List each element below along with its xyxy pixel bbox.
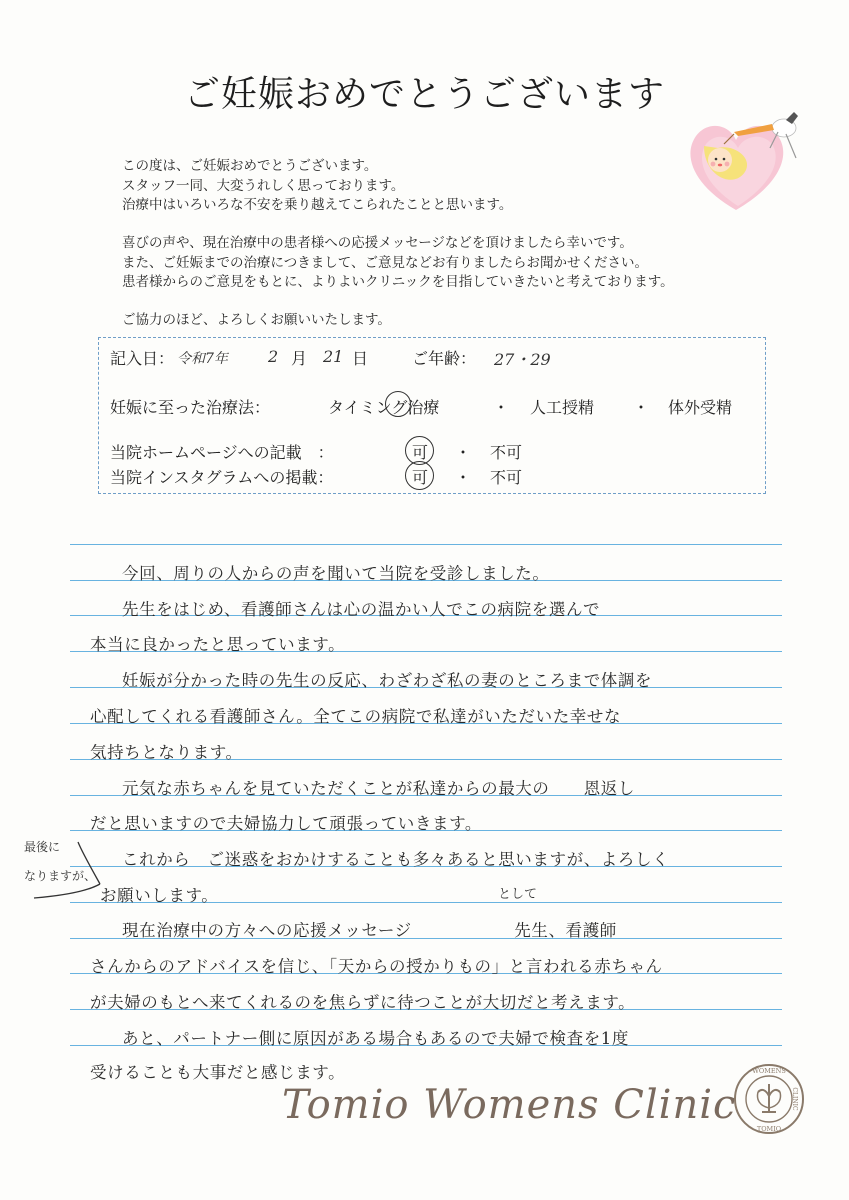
instagram-permit-no: 不可 [490, 468, 523, 487]
treatment-option-ivf: 体外受精 [668, 398, 733, 417]
message-line: 心配してくれる看護師さん。全てこの病院で私達がいただいた幸せな [90, 707, 622, 726]
svg-text:CLINIC: CLINIC [791, 1087, 798, 1111]
message-line: 今回、周りの人からの声を聞いて当院を受診しました。 [122, 564, 550, 583]
message-line: 元気な赤ちゃんを見ていただくことが私達からの最大の 恩返し [122, 779, 635, 798]
margin-note-line: なりますが、 [24, 869, 97, 883]
message-line: さんからのアドバイスを信じ、「天からの授かりもの」と言われる赤ちゃん [90, 957, 663, 976]
date-era: 令和7年 [177, 351, 228, 367]
message-line: あと、パートナー側に原因がある場合もあるので夫婦で検査を1度 [122, 1029, 629, 1048]
page-title: ご妊娠おめでとうございます [183, 74, 665, 115]
selection-circle [405, 461, 434, 490]
svg-text:WOMENS: WOMENS [752, 1067, 786, 1075]
insert-note: として [498, 887, 538, 902]
message-line: 先生をはじめ、看護師さんは心の温かい人でこの病院を選んで [122, 600, 601, 619]
margin-note-line: 最後に [24, 840, 61, 854]
stork-baby-illustration [674, 98, 809, 213]
message-line: だと思いますので夫婦協力して頑張っていきます。 [90, 814, 482, 833]
message-line: これから ご迷惑をおかけすることも多々あると思いますが、よろしく [122, 850, 670, 869]
intro-line: ご協力のほど、よろしくお願いいたします。 [122, 312, 391, 328]
clinic-name: Tomio Womens Clinic [282, 1082, 737, 1128]
svg-text:TOMIO: TOMIO [756, 1125, 782, 1133]
date-label: 記入日： [110, 349, 175, 368]
intro-line: この度は、ご妊娠おめでとうございます。 [122, 158, 378, 174]
separator: ・ [455, 443, 472, 462]
intro-line: スタッフ一同、大変うれしく思っております。 [122, 177, 405, 194]
treatment-option-timing: タイミング治療 [328, 398, 440, 417]
intro-paragraph-3 [122, 311, 391, 331]
separator: ・ [633, 398, 650, 417]
insertion-arrow [28, 840, 128, 910]
selection-circle [385, 391, 411, 417]
intro-line: 治療中はいろいろな不安を乗り越えてこられたことと思います。 [122, 197, 513, 213]
date-day: 21 [323, 347, 344, 366]
homepage-permit-yes: 可 [412, 443, 429, 462]
day-label: 日 [352, 349, 369, 368]
date-month: 2 [268, 347, 279, 366]
treatment-option-iui: 人工授精 [530, 398, 595, 417]
homepage-label: 当院ホームページへの記載 ： [110, 443, 334, 462]
homepage-permit-no: 不可 [490, 443, 523, 462]
message-line: 妊娠が分かった時の先生の反応、わざわざ私の妻のところまで体調を [122, 671, 653, 690]
separator: ・ [455, 468, 472, 487]
intro-line: また、ご妊娠までの治療につきまして、ご意見などお有りましたらお聞かせください。 [122, 254, 648, 271]
intro-paragraph-2 [122, 234, 674, 293]
message-line: 気持ちとなります。 [90, 743, 243, 762]
intro-line: 患者様からのご意見をもとに、よりよいクリニックを目指していきたいと考えております。 [122, 274, 674, 290]
message-line: お願いします。 [100, 886, 219, 905]
instagram-label: 当院インスタグラムへの掲載： [110, 468, 334, 487]
message-line: 受けることも大事だと感じます。 [90, 1063, 346, 1082]
clinic-seal-logo [732, 1062, 806, 1136]
treatment-label: 妊娠に至った治療法： [110, 398, 271, 417]
instagram-permit-yes: 可 [412, 468, 429, 487]
intro-paragraph-1 [122, 157, 512, 216]
intro-line: 喜びの声や、現在治療中の患者様への応援メッセージなどを頂けましたら幸いです。 [122, 235, 633, 251]
message-line: 本当に良かったと思っています。 [90, 635, 346, 654]
age-value: 27・29 [494, 350, 551, 369]
message-line: が夫婦のもとへ来てくれるのを焦らずに待つことが大切だと考えます。 [90, 993, 636, 1012]
message-line: 現在治療中の方々への応援メッセージ 先生、看護師 [122, 921, 617, 940]
age-label: ご年齢： [412, 349, 477, 368]
separator: ・ [493, 398, 510, 417]
month-label: 月 [291, 349, 308, 368]
